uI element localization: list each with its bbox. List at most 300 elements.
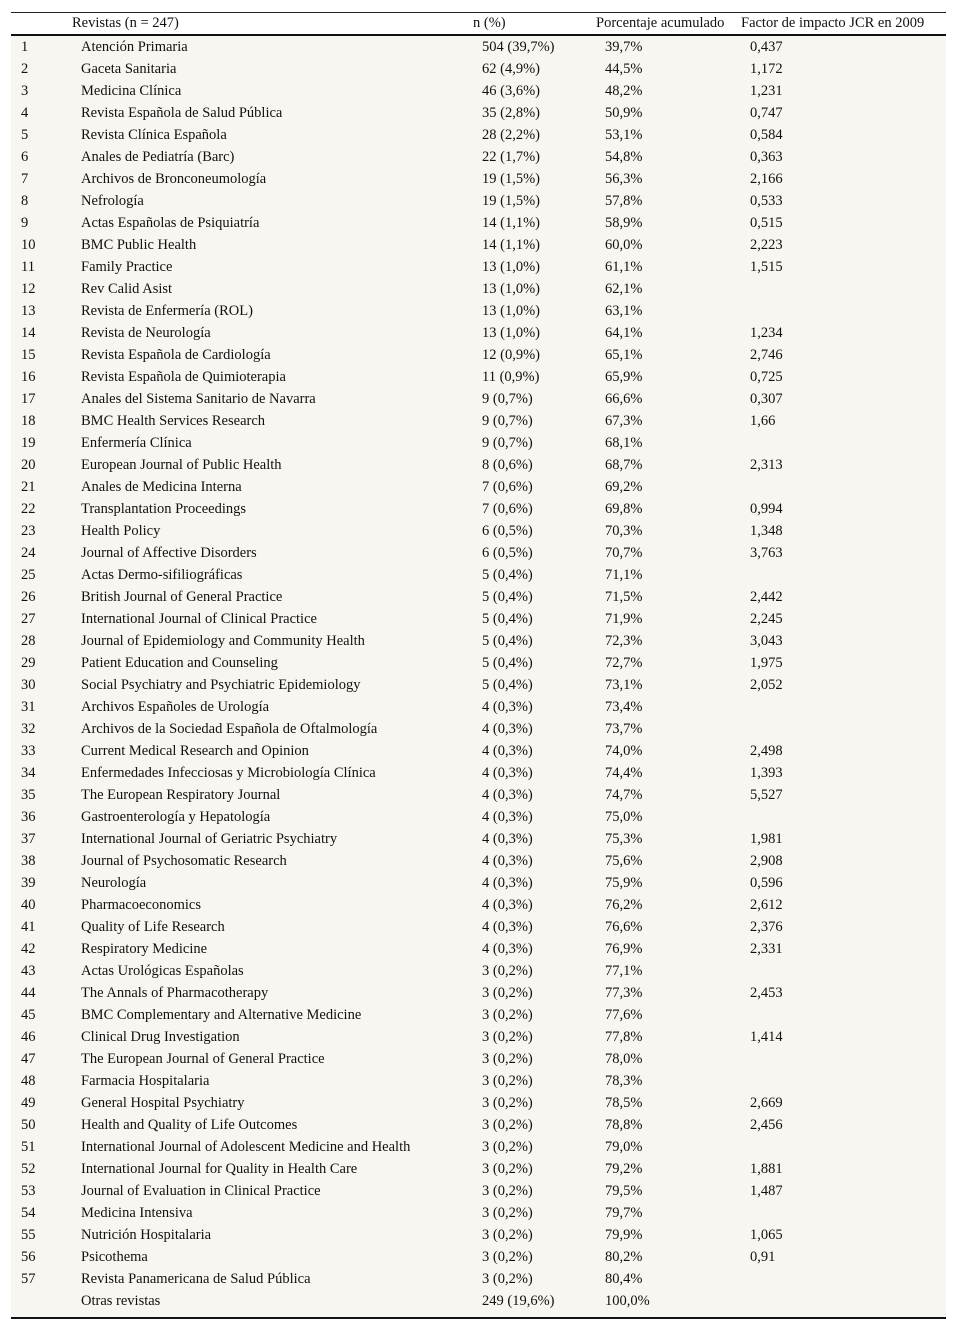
cell-journal-name: BMC Complementary and Alternative Medicine: [81, 1007, 362, 1023]
cell-cumulative-percent: 75,3%: [605, 831, 643, 847]
table-row: [11, 1136, 946, 1158]
cell-impact-factor: 2,669: [750, 1095, 783, 1111]
cell-cumulative-percent: 71,9%: [605, 611, 643, 627]
table-row: [11, 542, 946, 564]
cell-rank: 29: [21, 655, 36, 671]
table-row: [11, 652, 946, 674]
cell-count-percent: 5 (0,4%): [482, 655, 533, 671]
cell-rank: 33: [21, 743, 36, 759]
cell-journal-name: Revista de Neurología: [81, 325, 211, 341]
cell-impact-factor: 2,223: [750, 237, 783, 253]
cell-journal-name: Atención Primaria: [81, 39, 188, 55]
cell-count-percent: 3 (0,2%): [482, 1051, 533, 1067]
cell-journal-name: Family Practice: [81, 259, 173, 275]
cell-count-percent: 4 (0,3%): [482, 919, 533, 935]
cell-journal-name: Pharmacoeconomics: [81, 897, 201, 913]
table-row: [11, 1268, 946, 1290]
cell-cumulative-percent: 74,0%: [605, 743, 643, 759]
cell-journal-name: The Annals of Pharmacotherapy: [81, 985, 269, 1001]
cell-journal-name: International Journal of Adolescent Medicine and Health: [81, 1139, 411, 1155]
cell-count-percent: 7 (0,6%): [482, 501, 533, 517]
table-row: [11, 718, 946, 740]
cell-cumulative-percent: 44,5%: [605, 61, 643, 77]
table-row: [11, 850, 946, 872]
cell-count-percent: 8 (0,6%): [482, 457, 533, 473]
cell-rank: 18: [21, 413, 36, 429]
cell-impact-factor: 1,414: [750, 1029, 783, 1045]
cell-rank: 48: [21, 1073, 36, 1089]
cell-rank: 46: [21, 1029, 36, 1045]
cell-impact-factor: 2,166: [750, 171, 783, 187]
cell-rank: 12: [21, 281, 36, 297]
cell-rank: 3: [21, 83, 29, 99]
cell-count-percent: 3 (0,2%): [482, 1205, 533, 1221]
cell-cumulative-percent: 57,8%: [605, 193, 643, 209]
cell-rank: 16: [21, 369, 36, 385]
cell-cumulative-percent: 76,6%: [605, 919, 643, 935]
cell-count-percent: 4 (0,3%): [482, 809, 533, 825]
cell-rank: 49: [21, 1095, 36, 1111]
cell-count-percent: 3 (0,2%): [482, 1073, 533, 1089]
table-row: [11, 146, 946, 168]
cell-impact-factor: 2,052: [750, 677, 783, 693]
cell-impact-factor: 2,313: [750, 457, 783, 473]
cell-impact-factor: 0,437: [750, 39, 783, 55]
cell-journal-name: Clinical Drug Investigation: [81, 1029, 240, 1045]
cell-cumulative-percent: 61,1%: [605, 259, 643, 275]
cell-impact-factor: 1,66: [750, 413, 776, 429]
cell-count-percent: 11 (0,9%): [482, 369, 540, 385]
cell-cumulative-percent: 78,5%: [605, 1095, 643, 1111]
cell-cumulative-percent: 62,1%: [605, 281, 643, 297]
cell-impact-factor: 1,515: [750, 259, 783, 275]
cell-impact-factor: 0,994: [750, 501, 783, 517]
cell-rank: 22: [21, 501, 36, 517]
journals-table: [11, 12, 946, 1319]
cell-cumulative-percent: 100,0%: [605, 1293, 650, 1309]
cell-cumulative-percent: 77,3%: [605, 985, 643, 1001]
cell-journal-name: Social Psychiatry and Psychiatric Epidemiology: [81, 677, 361, 693]
table-row: [11, 388, 946, 410]
table-row: [11, 520, 946, 542]
cell-cumulative-percent: 65,1%: [605, 347, 643, 363]
cell-journal-name: Archivos de la Sociedad Española de Oftalmología: [81, 721, 378, 737]
cell-cumulative-percent: 73,1%: [605, 677, 643, 693]
cell-cumulative-percent: 39,7%: [605, 39, 643, 55]
cell-impact-factor: 3,763: [750, 545, 783, 561]
cell-count-percent: 4 (0,3%): [482, 897, 533, 913]
table-row: [11, 630, 946, 652]
cell-count-percent: 3 (0,2%): [482, 1095, 533, 1111]
cell-journal-name: Anales de Medicina Interna: [81, 479, 242, 495]
cell-journal-name: Actas Urológicas Españolas: [81, 963, 244, 979]
cell-rank: 4: [21, 105, 29, 121]
cell-rank: 41: [21, 919, 36, 935]
cell-journal-name: Neurología: [81, 875, 147, 891]
cell-rank: 44: [21, 985, 36, 1001]
cell-cumulative-percent: 64,1%: [605, 325, 643, 341]
table-row: [11, 476, 946, 498]
table-row: [11, 1224, 946, 1246]
cell-journal-name: Revista Española de Salud Pública: [81, 105, 283, 121]
table-row: [11, 762, 946, 784]
cell-impact-factor: 1,881: [750, 1161, 783, 1177]
table-row: [11, 784, 946, 806]
cell-cumulative-percent: 77,8%: [605, 1029, 643, 1045]
table-row: [11, 1048, 946, 1070]
cell-impact-factor: 3,043: [750, 633, 783, 649]
cell-journal-name: Revista Panamericana de Salud Pública: [81, 1271, 311, 1287]
cell-journal-name: Archivos Españoles de Urología: [81, 699, 270, 715]
cell-count-percent: 3 (0,2%): [482, 1117, 533, 1133]
cell-impact-factor: 2,612: [750, 897, 783, 913]
table-row: [11, 300, 946, 322]
cell-journal-name: Enfermería Clínica: [81, 435, 192, 451]
cell-journal-name: Anales de Pediatría (Barc): [81, 149, 235, 165]
table-row: [11, 498, 946, 520]
cell-count-percent: 14 (1,1%): [482, 215, 540, 231]
cell-journal-name: The European Journal of General Practice: [81, 1051, 325, 1067]
table-row: [11, 828, 946, 850]
cell-journal-name: Revista Española de Quimioterapia: [81, 369, 286, 385]
table-row: [11, 740, 946, 762]
cell-rank: 7: [21, 171, 29, 187]
cell-count-percent: 19 (1,5%): [482, 193, 540, 209]
cell-journal-name: Nutrición Hospitalaria: [81, 1227, 212, 1243]
cell-count-percent: 4 (0,3%): [482, 941, 533, 957]
cell-count-percent: 13 (1,0%): [482, 259, 540, 275]
cell-count-percent: 9 (0,7%): [482, 391, 533, 407]
table-row: [11, 916, 946, 938]
cell-cumulative-percent: 66,6%: [605, 391, 643, 407]
cell-rank: 27: [21, 611, 36, 627]
cell-rank: 6: [21, 149, 29, 165]
cell-journal-name: Journal of Epidemiology and Community Health: [81, 633, 365, 649]
header-impact-factor: Factor de impacto JCR en 2009: [741, 15, 925, 31]
cell-cumulative-percent: 79,9%: [605, 1227, 643, 1243]
cell-journal-name: Health and Quality of Life Outcomes: [81, 1117, 298, 1133]
cell-count-percent: 249 (19,6%): [482, 1293, 555, 1309]
cell-count-percent: 3 (0,2%): [482, 1161, 533, 1177]
cell-cumulative-percent: 76,2%: [605, 897, 643, 913]
cell-cumulative-percent: 79,2%: [605, 1161, 643, 1177]
cell-cumulative-percent: 79,7%: [605, 1205, 643, 1221]
table-row: [11, 344, 946, 366]
cell-rank: 56: [21, 1249, 36, 1265]
cell-count-percent: 28 (2,2%): [482, 127, 540, 143]
cell-journal-name: Revista Clínica Española: [81, 127, 227, 143]
cell-journal-name: Respiratory Medicine: [81, 941, 208, 957]
cell-rank: 43: [21, 963, 36, 979]
cell-count-percent: 3 (0,2%): [482, 1139, 533, 1155]
cell-rank: 34: [21, 765, 36, 781]
cell-impact-factor: 0,91: [750, 1249, 776, 1265]
cell-rank: 47: [21, 1051, 36, 1067]
table-row: [11, 366, 946, 388]
cell-journal-name: International Journal for Quality in Health Care: [81, 1161, 358, 1177]
cell-rank: 54: [21, 1205, 36, 1221]
cell-impact-factor: 1,231: [750, 83, 783, 99]
cell-impact-factor: 0,596: [750, 875, 783, 891]
cell-impact-factor: 2,331: [750, 941, 783, 957]
cell-count-percent: 5 (0,4%): [482, 567, 533, 583]
cell-count-percent: 4 (0,3%): [482, 787, 533, 803]
cell-journal-name: British Journal of General Practice: [81, 589, 283, 605]
cell-cumulative-percent: 58,9%: [605, 215, 643, 231]
table-row: [11, 124, 946, 146]
cell-impact-factor: 5,527: [750, 787, 783, 803]
cell-count-percent: 3 (0,2%): [482, 1271, 533, 1287]
cell-count-percent: 13 (1,0%): [482, 325, 540, 341]
cell-rank: 50: [21, 1117, 36, 1133]
cell-journal-name: International Journal of Geriatric Psychiatry: [81, 831, 338, 847]
cell-cumulative-percent: 71,5%: [605, 589, 643, 605]
table-row: [11, 938, 946, 960]
cell-count-percent: 6 (0,5%): [482, 523, 533, 539]
cell-journal-name: Otras revistas: [81, 1293, 161, 1309]
cell-rank: 24: [21, 545, 36, 561]
cell-rank: 14: [21, 325, 36, 341]
table-row: [11, 410, 946, 432]
cell-rank: 53: [21, 1183, 36, 1199]
cell-count-percent: 5 (0,4%): [482, 677, 533, 693]
cell-journal-name: Anales del Sistema Sanitario de Navarra: [81, 391, 316, 407]
cell-impact-factor: 2,456: [750, 1117, 783, 1133]
table-row: [11, 454, 946, 476]
cell-rank: 21: [21, 479, 36, 495]
cell-cumulative-percent: 78,8%: [605, 1117, 643, 1133]
cell-count-percent: 6 (0,5%): [482, 545, 533, 561]
cell-impact-factor: 2,498: [750, 743, 783, 759]
cell-journal-name: European Journal of Public Health: [81, 457, 282, 473]
table-row: [11, 1092, 946, 1114]
cell-rank: 5: [21, 127, 29, 143]
cell-count-percent: 9 (0,7%): [482, 413, 533, 429]
cell-journal-name: BMC Public Health: [81, 237, 197, 253]
cell-impact-factor: 1,981: [750, 831, 783, 847]
cell-count-percent: 3 (0,2%): [482, 1249, 533, 1265]
cell-cumulative-percent: 70,3%: [605, 523, 643, 539]
table-row: [11, 960, 946, 982]
cell-impact-factor: 0,747: [750, 105, 783, 121]
cell-count-percent: 7 (0,6%): [482, 479, 533, 495]
cell-impact-factor: 2,746: [750, 347, 783, 363]
header-journals: Revistas (n = 247): [72, 15, 179, 31]
cell-cumulative-percent: 69,8%: [605, 501, 643, 517]
cell-rank: 28: [21, 633, 36, 649]
cell-cumulative-percent: 65,9%: [605, 369, 643, 385]
header-cumulative-percent: Porcentaje acumulado: [596, 15, 725, 31]
cell-journal-name: General Hospital Psychiatry: [81, 1095, 245, 1111]
cell-cumulative-percent: 75,0%: [605, 809, 643, 825]
cell-impact-factor: 1,348: [750, 523, 783, 539]
cell-count-percent: 19 (1,5%): [482, 171, 540, 187]
cell-impact-factor: 1,172: [750, 61, 783, 77]
cell-count-percent: 14 (1,1%): [482, 237, 540, 253]
cell-count-percent: 4 (0,3%): [482, 831, 533, 847]
table-row: [11, 80, 946, 102]
cell-impact-factor: 1,487: [750, 1183, 783, 1199]
table-row: [11, 696, 946, 718]
cell-cumulative-percent: 79,5%: [605, 1183, 643, 1199]
cell-cumulative-percent: 77,6%: [605, 1007, 643, 1023]
cell-cumulative-percent: 78,3%: [605, 1073, 643, 1089]
cell-rank: 15: [21, 347, 36, 363]
cell-rank: 30: [21, 677, 36, 693]
cell-count-percent: 4 (0,3%): [482, 743, 533, 759]
table-row: [11, 894, 946, 916]
table-row: [11, 322, 946, 344]
cell-cumulative-percent: 71,1%: [605, 567, 643, 583]
cell-count-percent: 13 (1,0%): [482, 281, 540, 297]
table-row: [11, 212, 946, 234]
cell-count-percent: 62 (4,9%): [482, 61, 540, 77]
cell-count-percent: 4 (0,3%): [482, 721, 533, 737]
table-row: [11, 982, 946, 1004]
cell-cumulative-percent: 50,9%: [605, 105, 643, 121]
cell-count-percent: 4 (0,3%): [482, 853, 533, 869]
cell-rank: 20: [21, 457, 36, 473]
cell-rank: 40: [21, 897, 36, 913]
cell-impact-factor: 1,975: [750, 655, 783, 671]
cell-cumulative-percent: 70,7%: [605, 545, 643, 561]
cell-cumulative-percent: 77,1%: [605, 963, 643, 979]
cell-count-percent: 12 (0,9%): [482, 347, 540, 363]
cell-journal-name: Farmacia Hospitalaria: [81, 1073, 210, 1089]
cell-cumulative-percent: 74,4%: [605, 765, 643, 781]
cell-cumulative-percent: 80,2%: [605, 1249, 643, 1265]
table-row: [11, 1202, 946, 1224]
cell-impact-factor: 0,725: [750, 369, 783, 385]
table-row: [11, 256, 946, 278]
cell-impact-factor: 2,245: [750, 611, 783, 627]
cell-count-percent: 3 (0,2%): [482, 985, 533, 1001]
cell-journal-name: Rev Calid Asist: [81, 281, 173, 297]
cell-impact-factor: 0,584: [750, 127, 783, 143]
cell-journal-name: Journal of Psychosomatic Research: [81, 853, 287, 869]
table-row: [11, 674, 946, 696]
cell-count-percent: 3 (0,2%): [482, 963, 533, 979]
cell-count-percent: 3 (0,2%): [482, 1029, 533, 1045]
cell-rank: 51: [21, 1139, 36, 1155]
table-row: [11, 1246, 946, 1268]
cell-journal-name: Quality of Life Research: [81, 919, 225, 935]
cell-count-percent: 13 (1,0%): [482, 303, 540, 319]
table-row: [11, 102, 946, 124]
cell-cumulative-percent: 78,0%: [605, 1051, 643, 1067]
cell-rank: 23: [21, 523, 36, 539]
cell-journal-name: Journal of Evaluation in Clinical Practice: [81, 1183, 321, 1199]
cell-journal-name: Psicothema: [81, 1249, 148, 1265]
cell-rank: 42: [21, 941, 36, 957]
table-row: [11, 1158, 946, 1180]
cell-impact-factor: 2,376: [750, 919, 783, 935]
cell-rank: 2: [21, 61, 29, 77]
cell-cumulative-percent: 68,7%: [605, 457, 643, 473]
cell-rank: 36: [21, 809, 36, 825]
table-row: [11, 58, 946, 80]
table-row: [11, 36, 946, 58]
cell-cumulative-percent: 74,7%: [605, 787, 643, 803]
cell-journal-name: Revista Española de Cardiología: [81, 347, 271, 363]
cell-journal-name: The European Respiratory Journal: [81, 787, 281, 803]
cell-cumulative-percent: 75,6%: [605, 853, 643, 869]
cell-rank: 19: [21, 435, 36, 451]
cell-journal-name: Archivos de Bronconeumología: [81, 171, 267, 187]
cell-journal-name: Medicina Clínica: [81, 83, 182, 99]
cell-impact-factor: 0,363: [750, 149, 783, 165]
cell-count-percent: 4 (0,3%): [482, 875, 533, 891]
cell-count-percent: 5 (0,4%): [482, 633, 533, 649]
table-row: [11, 1180, 946, 1202]
cell-rank: 11: [21, 259, 35, 275]
table-row: [11, 168, 946, 190]
cell-cumulative-percent: 80,4%: [605, 1271, 643, 1287]
cell-rank: 1: [21, 39, 29, 55]
cell-count-percent: 4 (0,3%): [482, 699, 533, 715]
cell-impact-factor: 2,442: [750, 589, 783, 605]
cell-cumulative-percent: 69,2%: [605, 479, 643, 495]
cell-rank: 8: [21, 193, 29, 209]
cell-count-percent: 46 (3,6%): [482, 83, 540, 99]
cell-count-percent: 5 (0,4%): [482, 611, 533, 627]
cell-count-percent: 22 (1,7%): [482, 149, 540, 165]
cell-rank: 25: [21, 567, 36, 583]
cell-cumulative-percent: 63,1%: [605, 303, 643, 319]
cell-cumulative-percent: 73,7%: [605, 721, 643, 737]
table-row: [11, 872, 946, 894]
cell-rank: 52: [21, 1161, 36, 1177]
cell-rank: 55: [21, 1227, 36, 1243]
cell-rank: 32: [21, 721, 36, 737]
table-body: [11, 36, 946, 1319]
cell-cumulative-percent: 72,3%: [605, 633, 643, 649]
cell-journal-name: Gaceta Sanitaria: [81, 61, 177, 77]
table-row: [11, 608, 946, 630]
table-row: [11, 190, 946, 212]
table-row: [11, 1026, 946, 1048]
table-row: [11, 806, 946, 828]
cell-count-percent: 3 (0,2%): [482, 1007, 533, 1023]
cell-journal-name: International Journal of Clinical Practice: [81, 611, 317, 627]
cell-rank: 38: [21, 853, 36, 869]
cell-count-percent: 4 (0,3%): [482, 765, 533, 781]
cell-count-percent: 9 (0,7%): [482, 435, 533, 451]
table-row: [11, 586, 946, 608]
cell-impact-factor: 0,533: [750, 193, 783, 209]
cell-count-percent: 5 (0,4%): [482, 589, 533, 605]
table-row: [11, 1004, 946, 1026]
cell-journal-name: Transplantation Proceedings: [81, 501, 246, 517]
cell-journal-name: Medicina Intensiva: [81, 1205, 193, 1221]
table-header: [11, 12, 946, 36]
cell-impact-factor: 0,307: [750, 391, 783, 407]
table-row: [11, 278, 946, 300]
cell-journal-name: BMC Health Services Research: [81, 413, 266, 429]
cell-cumulative-percent: 72,7%: [605, 655, 643, 671]
cell-cumulative-percent: 56,3%: [605, 171, 643, 187]
cell-rank: 9: [21, 215, 29, 231]
cell-cumulative-percent: 54,8%: [605, 149, 643, 165]
cell-impact-factor: 1,393: [750, 765, 783, 781]
cell-rank: 57: [21, 1271, 36, 1287]
cell-count-percent: 504 (39,7%): [482, 39, 555, 55]
cell-cumulative-percent: 60,0%: [605, 237, 643, 253]
cell-rank: 17: [21, 391, 36, 407]
cell-rank: 13: [21, 303, 36, 319]
cell-cumulative-percent: 48,2%: [605, 83, 643, 99]
cell-count-percent: 3 (0,2%): [482, 1227, 533, 1243]
